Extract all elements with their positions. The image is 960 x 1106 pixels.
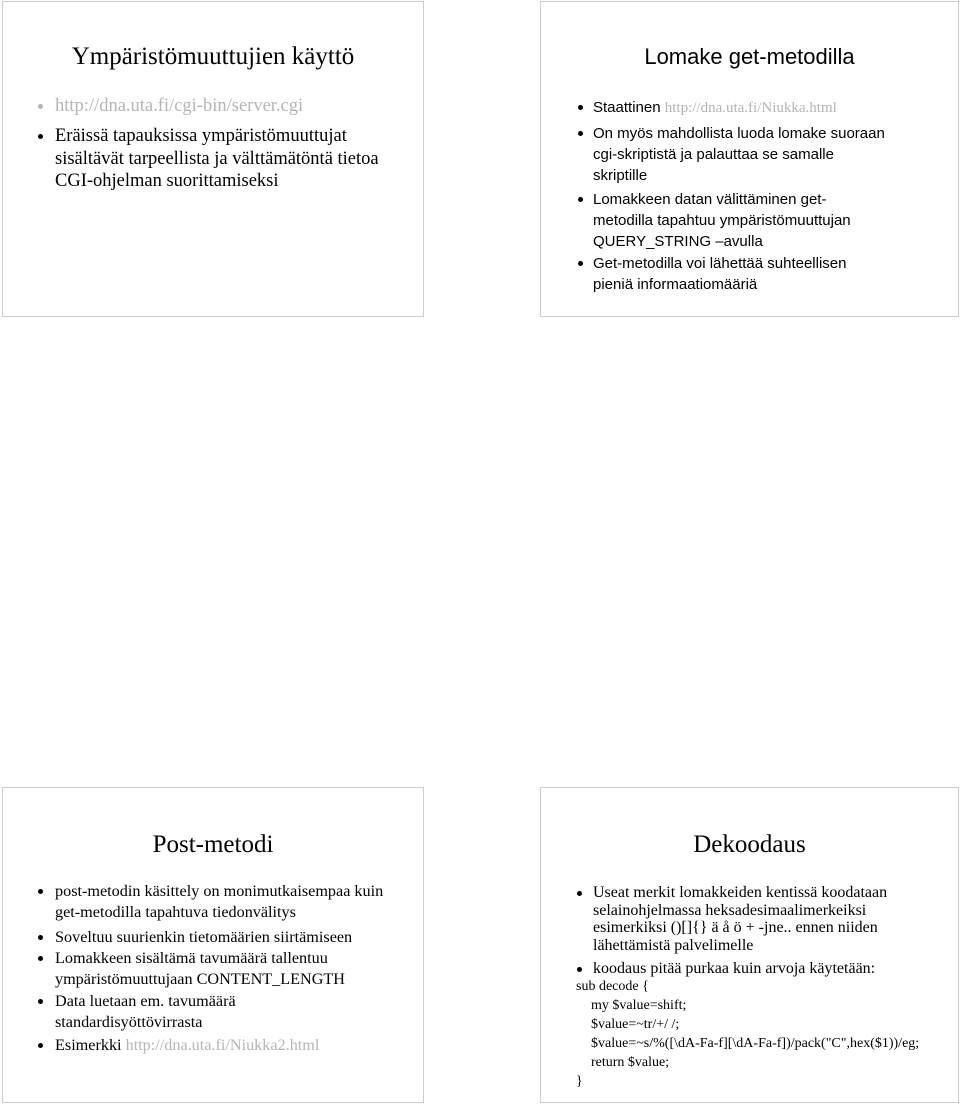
bullet-line: skriptille: [593, 166, 648, 184]
bullet-item: [593, 884, 887, 955]
server-cgi-link[interactable]: http://dna.uta.fi/cgi-bin/server.cgi: [55, 96, 304, 116]
bullet-line: CGI-ohjelman suorittamiseksi: [55, 171, 279, 191]
bullet-line: Useat merkit lomakkeiden kentissä koodataan: [593, 884, 888, 901]
code-line: sub decode {: [576, 978, 649, 994]
bullet-line: lähettämistä palvelimelle: [593, 937, 754, 955]
bullet-item: [55, 948, 345, 990]
bullet-line: get-metodilla tapahtuva tiedonvälitys: [55, 902, 296, 921]
bullet-line: metodilla tapahtuu ympäristömuuttujan: [593, 211, 851, 229]
bullet-line: cgi-skriptistä ja palauttaa se samalle: [593, 145, 834, 163]
bullet-item: [55, 881, 383, 923]
slide-post-method: [2, 787, 424, 1103]
bullet-line: esimerkiksi ()[]{} ä å ö + -jne.. ennen niiden: [593, 919, 878, 937]
bullet-dot: [38, 935, 43, 940]
code-line: $value=~s/%([\dA-Fa-f][\dA-Fa-f])/pack("C",hex($1))/eg;: [591, 1035, 920, 1051]
slide-title: Lomake get-metodilla: [644, 44, 855, 69]
code-line: return $value;: [591, 1054, 670, 1070]
bullet-item: [55, 927, 352, 948]
bullet-dot: [38, 134, 43, 139]
niukka2-link[interactable]: http://dna.uta.fi/Niukka2.html: [125, 1035, 320, 1054]
bullet-item: [55, 125, 379, 193]
bullet-dot: [38, 956, 43, 961]
bullet-line: QUERY_STRING –avulla: [593, 232, 763, 250]
bullet-item: [593, 189, 851, 252]
bullet-text: Staattinen: [593, 98, 661, 116]
slide-title: Ympäristömuuttujien käyttö: [71, 43, 355, 70]
niukka-link[interactable]: http://dna.uta.fi/Niukka.html: [664, 99, 837, 116]
slide-title: Post-metodi: [152, 831, 274, 858]
code-line: $value=~tr/+/ /;: [591, 1016, 680, 1032]
code-line: }: [576, 1073, 583, 1089]
bullet-item: [55, 991, 236, 1033]
bullet-dot: [38, 104, 43, 109]
slide-environment-variables: [2, 1, 424, 317]
bullet-item: [593, 960, 875, 978]
bullet-item: [593, 123, 885, 186]
bullet-dot: [578, 261, 583, 266]
bullet-line: selainohjelmassa heksadesimaalimerkeiksi: [593, 901, 867, 919]
bullet-line: Lomakkeen sisältämä tavumäärä tallentuu: [55, 948, 328, 967]
bullet-dot: [38, 889, 43, 894]
bullet-item: [593, 97, 837, 119]
bullet-item: [55, 1035, 319, 1056]
bullet-dot: [578, 197, 583, 202]
slide-get-method-form: [540, 1, 959, 317]
bullet-dot: [577, 891, 582, 896]
bullet-item: [55, 95, 303, 118]
bullet-line: ympäristömuuttujaan CONTENT_LENGTH: [55, 969, 345, 988]
slide-decoding: [540, 787, 959, 1103]
bullet-dot: [38, 1043, 43, 1048]
code-block: [541, 977, 919, 1091]
slide-title: Dekoodaus: [693, 831, 806, 858]
bullet-item: [593, 253, 846, 295]
bullet-line: Data luetaan em. tavumäärä: [55, 991, 236, 1010]
bullet-line: Soveltuu suurienkin tietomäärien siirtämiseen: [55, 927, 353, 946]
code-line: my $value=shift;: [591, 997, 687, 1013]
bullet-line: Get-metodilla voi lähettää suhteellisen: [593, 254, 847, 272]
bullet-line: Eräissä tapauksissa ympäristömuuttujat: [55, 126, 347, 146]
bullet-dot: [578, 131, 583, 136]
bullet-line: sisältävät tarpeellista ja välttämätöntä tietoa: [55, 148, 379, 169]
bullet-line: standardisyöttövirrasta: [55, 1012, 203, 1031]
bullet-line: pieniä informaatiomääriä: [593, 275, 758, 293]
bullet-dot: [577, 967, 582, 972]
bullet-dot: [38, 999, 43, 1004]
bullet-line: Lomakkeen datan välittäminen get-: [593, 190, 827, 208]
bullet-line: On myös mahdollista luoda lomake suoraan: [593, 124, 885, 142]
bullet-line: koodaus pitää purkaa kuin arvoja käytetään:: [593, 960, 876, 977]
bullet-text: Esimerkki: [55, 1035, 122, 1054]
bullet-dot: [578, 105, 583, 110]
bullet-line: post-metodin käsittely on monimutkaisempaa kuin: [55, 881, 384, 900]
